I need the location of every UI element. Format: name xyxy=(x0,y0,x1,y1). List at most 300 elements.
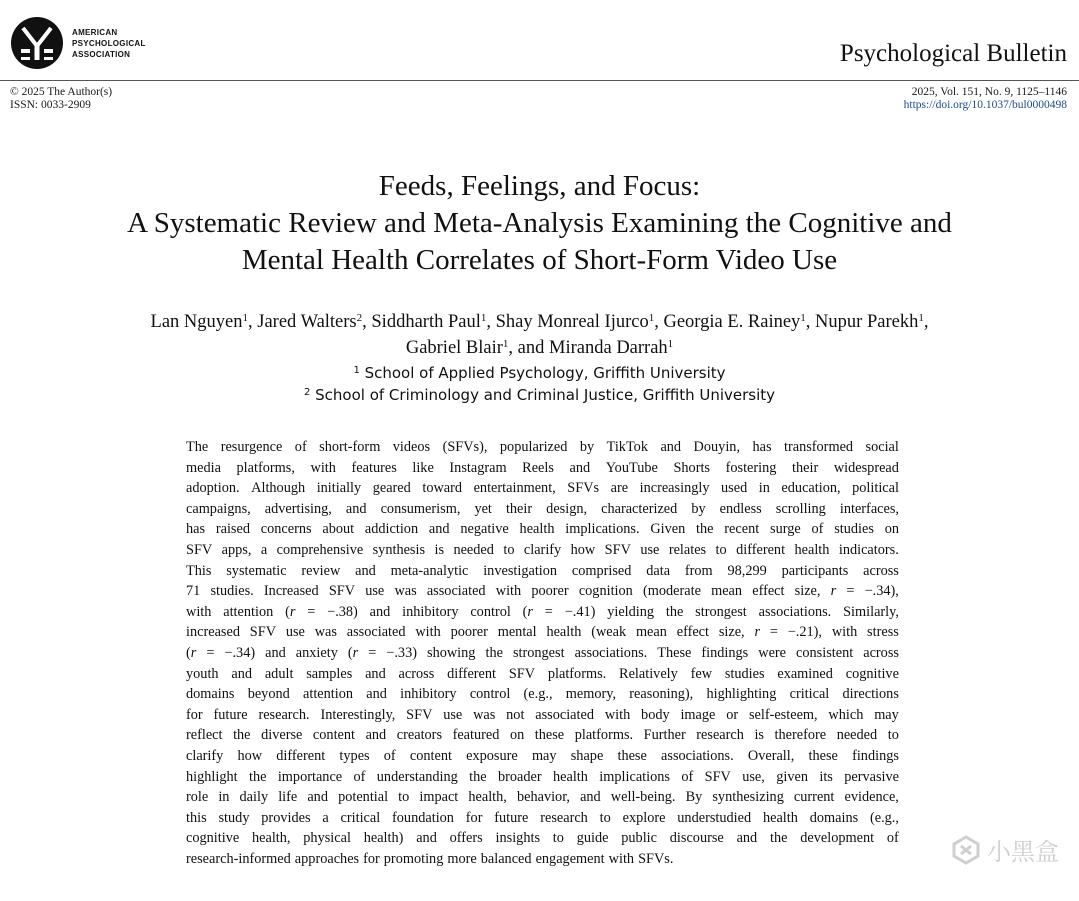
abstract-word: with xyxy=(310,459,336,476)
abstract-word: clarify xyxy=(186,747,224,764)
abstract-line xyxy=(186,519,899,540)
abstract-word: (r xyxy=(347,644,359,661)
abstract-word: −.21), xyxy=(787,624,822,641)
abstract-word: studies xyxy=(834,521,874,538)
abstract-word: fostering xyxy=(725,459,777,476)
abstract-line xyxy=(186,705,899,726)
abstract-word: inhibitory xyxy=(402,603,459,620)
abstract-word: Interestingly, xyxy=(320,706,396,723)
abstract-word: and xyxy=(307,789,328,806)
abstract-word: a xyxy=(260,541,268,558)
abstract-word: to xyxy=(552,830,564,847)
abstract-word: importance xyxy=(277,768,343,785)
abstract-word: SFV xyxy=(186,541,213,558)
abstract-word: mental xyxy=(497,624,537,641)
abstract-word: the xyxy=(665,603,684,620)
abstract-word: consistent xyxy=(796,644,854,661)
abstract-word: of xyxy=(353,768,366,785)
abstract-word: offers xyxy=(449,830,483,847)
abstract-word: and xyxy=(416,830,437,847)
abstract-word: negative xyxy=(460,521,509,538)
abstract-word: is xyxy=(754,727,764,744)
copyright: © 2025 The Author(s) xyxy=(10,86,113,98)
abstract-word: may xyxy=(531,747,557,764)
abstract-word: and xyxy=(345,500,367,517)
abstract-word: of xyxy=(294,439,307,455)
abstract-word: has xyxy=(186,521,206,538)
abstract-word: These xyxy=(657,644,692,661)
abstract-word: poorer xyxy=(531,583,569,600)
abstract-word: features xyxy=(351,459,397,476)
abstract-word: with xyxy=(608,850,635,867)
abstract-word: featured xyxy=(452,727,500,744)
title-line: Feeds, Feelings, and Focus: xyxy=(378,170,701,202)
abstract-word: platforms. xyxy=(547,665,607,682)
abstract-word: concerns xyxy=(260,521,312,538)
abstract-word: balanced xyxy=(480,850,532,867)
author-name: Miranda Darrah xyxy=(549,338,668,358)
abstract-word: meta-analytic xyxy=(390,562,469,579)
header-right-meta xyxy=(904,86,1067,112)
abstract-word: and xyxy=(365,727,387,744)
abstract-word: inhibitory xyxy=(400,686,457,703)
abstract-word: reasoning), xyxy=(629,686,694,703)
abstract-word: entertainment, xyxy=(473,480,556,497)
abstract-word: cognition xyxy=(578,583,633,600)
abstract-word: (moderate xyxy=(642,583,701,600)
publisher-name xyxy=(72,27,146,60)
abstract-word: Reels xyxy=(522,459,554,476)
abstract-word: guide xyxy=(576,830,609,847)
abstract-line xyxy=(186,828,899,849)
abstract-word: domains xyxy=(809,809,859,826)
abstract-line xyxy=(186,478,899,499)
abstract-word: apps, xyxy=(221,541,252,558)
abstract-word: associations. xyxy=(661,747,734,764)
abstract-word: the xyxy=(469,768,487,785)
author-affiliation-marker: 1 xyxy=(667,338,674,350)
abstract-word: use xyxy=(285,624,305,641)
abstract-word: attention xyxy=(223,603,274,620)
abstract-word: understanding xyxy=(376,768,458,785)
abstract-word: associated xyxy=(535,706,594,723)
abstract-word: like xyxy=(412,459,434,476)
author-conjunction: and xyxy=(517,338,545,358)
abstract-word: Douyin, xyxy=(693,439,741,455)
abstract-word: findings xyxy=(852,747,899,764)
abstract-word: studies. xyxy=(210,583,254,600)
author-affiliation-marker: 1 xyxy=(800,312,806,324)
abstract-word: and xyxy=(428,521,450,538)
abstract-word: SFVs xyxy=(567,480,600,497)
abstract-word: few xyxy=(690,665,713,682)
abstract-word: its xyxy=(819,768,833,785)
abstract-word: of xyxy=(681,768,694,785)
title-line: Mental Health Correlates of Short-Form Video Use xyxy=(241,244,838,276)
abstract-word: exposure xyxy=(466,747,518,764)
abstract-word: daily xyxy=(239,789,269,806)
abstract-word: size, xyxy=(794,583,821,600)
abstract-word: used xyxy=(721,480,748,497)
author-name: Shay Monreal Ijurco xyxy=(495,312,649,332)
abstract-word: SFVs. xyxy=(638,850,674,867)
affiliation-marker: 2 xyxy=(303,387,311,398)
abstract-word: social xyxy=(865,439,899,455)
abstract-word: how xyxy=(570,541,596,558)
abstract-word: pervasive xyxy=(844,768,899,785)
abstract-word: use xyxy=(640,541,660,558)
abstract-word: discourse xyxy=(669,830,724,847)
abstract-word: given xyxy=(776,768,808,785)
abstract-word: of xyxy=(383,747,396,764)
abstract-word: associated xyxy=(346,624,406,641)
abstract-word: mean xyxy=(711,583,743,600)
abstract-word: and xyxy=(569,459,591,476)
abstract-word: with xyxy=(495,583,522,600)
abstract-word: across xyxy=(863,562,899,579)
abstract-word: Instagram xyxy=(449,459,507,476)
affiliation xyxy=(0,384,1079,406)
abstract-word: about xyxy=(322,521,355,538)
abstract-word: the xyxy=(696,521,714,538)
abstract-word: creators xyxy=(396,727,443,744)
author-name: Georgia E. Rainey xyxy=(663,312,801,332)
abstract-word: interfaces, xyxy=(839,500,899,517)
author-name: Jared Walters xyxy=(257,312,357,332)
abstract-word: raised xyxy=(215,521,250,538)
abstract-word: health, xyxy=(251,830,291,847)
abstract-word: well-being. xyxy=(610,789,676,806)
abstract-word: health, xyxy=(468,789,507,806)
abstract-word: with xyxy=(415,624,441,641)
abstract-word: effect xyxy=(752,583,785,600)
abstract-word: are xyxy=(610,480,629,497)
abstract-word: SFV xyxy=(406,706,433,723)
abstract-word: investigation xyxy=(483,562,558,579)
abstract-word: diverse xyxy=(261,727,303,744)
abstract-word: = xyxy=(368,644,377,661)
abstract-word: Shorts xyxy=(673,459,710,476)
abstract-word: foundation xyxy=(392,809,454,826)
abstract-line xyxy=(186,725,899,746)
abstract-word: yet xyxy=(474,500,492,517)
abstract-word: synthesis xyxy=(372,541,426,558)
abstract-word: yielding xyxy=(607,603,655,620)
author-name: Lan Nguyen xyxy=(150,312,243,332)
abstract-word: Although xyxy=(251,480,306,497)
abstract-word: platforms, xyxy=(236,459,295,476)
abstract-word: research-informed xyxy=(186,850,291,867)
abstract-word: = xyxy=(206,644,215,661)
abstract-word: SFV xyxy=(704,768,731,785)
abstract-word: poorer xyxy=(450,624,488,641)
abstract-word: physical xyxy=(303,830,351,847)
abstract-line xyxy=(186,499,899,520)
abstract-word: research. xyxy=(258,706,310,723)
abstract-word: provides xyxy=(261,809,311,826)
abstract-word: control xyxy=(470,603,511,620)
abstract-word: 98,299 xyxy=(727,562,767,579)
abstract-word: to xyxy=(503,541,515,558)
abstract-word: design, xyxy=(546,500,588,517)
abstract-word: transformed xyxy=(783,439,854,455)
abstract-word: mean xyxy=(635,624,667,641)
publisher-line: AMERICAN xyxy=(72,27,118,37)
abstract-word: on xyxy=(884,521,899,538)
abstract-word: by xyxy=(579,439,595,455)
watermark xyxy=(951,832,1059,867)
abstract-word: may xyxy=(874,706,899,723)
abstract-word: stress xyxy=(867,624,899,641)
abstract-word: has xyxy=(752,439,772,455)
abstract-word: of xyxy=(811,521,824,538)
abstract-word: examined xyxy=(777,665,833,682)
abstract-word: adoption. xyxy=(186,480,240,497)
abstract-word: to xyxy=(887,727,899,744)
abstract-word: Given xyxy=(650,521,686,538)
abstract-word: from xyxy=(684,562,713,579)
author-line: Gabriel Blair$^1$, and Miranda Darrah$^1$ xyxy=(405,338,674,358)
abstract-word: is xyxy=(434,541,445,558)
abstract-word: different xyxy=(736,541,786,558)
abstract-word: Similarly, xyxy=(843,603,899,620)
abstract-word: endless xyxy=(719,500,762,517)
abstract-word: approaches xyxy=(294,850,360,867)
abstract-word: content xyxy=(312,727,356,744)
abstract-line xyxy=(186,437,899,458)
abstract-word: their xyxy=(792,459,819,476)
abstract-word: (r xyxy=(522,603,533,620)
abstract-word: different xyxy=(447,665,497,682)
author-affiliation-marker: 1 xyxy=(242,312,249,324)
abstract-word: and xyxy=(369,603,391,620)
abstract-word: −.34) xyxy=(224,644,256,661)
abstract-word: use xyxy=(443,706,463,723)
abstract-word: studies xyxy=(724,665,765,682)
abstract-word: comprised xyxy=(571,562,632,579)
abstract-line xyxy=(186,458,899,479)
abstract-word: behavior, xyxy=(516,789,570,806)
author-name: Nupur Parekh xyxy=(815,312,919,332)
title-line: A Systematic Review and Meta-Analysis Examining the Cognitive and xyxy=(127,207,952,239)
abstract-line xyxy=(186,581,899,602)
doi-link[interactable]: https://doi.org/10.1037/bul0000498 xyxy=(903,99,1067,111)
abstract-word: (weak xyxy=(591,624,627,641)
abstract-word: research xyxy=(540,809,588,826)
abstract-word: media xyxy=(186,459,221,476)
abstract-word: these xyxy=(808,747,838,764)
author-affiliation-marker: 1 xyxy=(502,338,509,350)
abstract-word: −.33) xyxy=(386,644,417,661)
abstract-word: effect xyxy=(676,624,709,641)
abstract-word: and xyxy=(365,665,386,682)
abstract-word: education, xyxy=(781,480,841,497)
apa-logo-icon xyxy=(10,16,64,70)
abstract-word: SFV xyxy=(508,665,536,682)
abstract-word: public xyxy=(621,830,657,847)
abstract-word: r xyxy=(754,624,761,641)
abstract-word: videos xyxy=(392,439,431,455)
abstract-word: cognitive xyxy=(186,830,240,847)
author-name: Gabriel Blair xyxy=(405,338,503,358)
abstract-word: the xyxy=(770,830,788,847)
abstract-word: participants xyxy=(781,562,849,579)
abstract-word: critical xyxy=(340,809,381,826)
abstract-word: their xyxy=(505,500,533,517)
abstract-word: health xyxy=(794,541,830,558)
abstract-word: geared xyxy=(372,480,411,497)
xiaoheihe-logo-icon xyxy=(951,835,981,865)
abstract-word: these xyxy=(617,747,647,764)
author-line: Lan Nguyen$^1$, Jared Walters$^2$, Siddharth Paul$^1$, Shay Monreal Ijurco$^1$, Georgia E. Rainey$^1$, Nupur Parekh$^1$, xyxy=(150,312,929,332)
abstract-word: by xyxy=(691,500,706,517)
abstract-word: (e.g., xyxy=(869,809,899,826)
abstract-word: current xyxy=(793,789,835,806)
abstract-word: impact xyxy=(419,789,459,806)
abstract-word: for xyxy=(465,809,483,826)
abstract-word: TikTok xyxy=(606,439,648,455)
abstract-word: not xyxy=(506,706,525,723)
abstract-word: surge xyxy=(770,521,801,538)
abstract-word: size, xyxy=(718,624,745,641)
affiliation-text: School of Applied Psychology, Griffith University xyxy=(364,364,726,382)
author-affiliation-marker: 1 xyxy=(918,312,924,324)
abstract-word: synthesizing xyxy=(712,789,784,806)
abstract-word: campaigns, xyxy=(186,500,251,517)
abstract-word: (r xyxy=(186,644,197,661)
abstract-word: increased xyxy=(186,624,240,641)
abstract-word: Further xyxy=(643,727,686,744)
abstract-word: understudied xyxy=(677,809,752,826)
abstract-word: anxiety xyxy=(295,644,338,661)
article-title xyxy=(0,168,1079,279)
abstract-line xyxy=(186,767,899,788)
abstract-word: data xyxy=(646,562,671,579)
abstract-word: popularized xyxy=(499,439,568,455)
abstract-word: in xyxy=(218,789,230,806)
abstract-word: use xyxy=(365,583,385,600)
abstract-word: SFV xyxy=(249,624,277,641)
abstract-word: was xyxy=(314,624,337,641)
abstract-word: recent xyxy=(724,521,760,538)
abstract-word: directions xyxy=(842,686,899,703)
abstract-word: adult xyxy=(264,665,294,682)
abstract-word: By xyxy=(685,789,703,806)
abstract-word: (r xyxy=(285,603,296,620)
abstract-word: across xyxy=(398,665,435,682)
abstract-word: needed xyxy=(836,727,878,744)
abstract-word: associations. xyxy=(574,644,648,661)
abstract-word: SFV xyxy=(328,583,356,600)
abstract-word: (SFVs), xyxy=(442,439,488,455)
affiliation-list xyxy=(0,362,1079,406)
abstract-word: with xyxy=(186,603,212,620)
abstract-line xyxy=(186,540,899,561)
abstract-word: was xyxy=(394,583,417,600)
abstract-word: −.41) xyxy=(564,603,596,620)
abstract-word: samples xyxy=(306,665,353,682)
abstract-word: cognitive xyxy=(845,665,899,682)
abstract-word: and xyxy=(366,686,387,703)
abstract-word: Relatively xyxy=(619,665,678,682)
abstract-word: = xyxy=(846,583,855,600)
abstract-word: strongest xyxy=(695,603,747,620)
abstract-word: toward xyxy=(422,480,463,497)
abstract-word: = xyxy=(769,624,778,641)
abstract-word: self-esteem, xyxy=(748,706,818,723)
abstract-word: broader xyxy=(497,768,542,785)
abstract-line xyxy=(186,684,899,705)
abstract-word: characterized xyxy=(601,500,678,517)
abstract-word: with xyxy=(604,706,631,723)
abstract-word: implications xyxy=(599,768,670,785)
abstract-word: image xyxy=(680,706,716,723)
abstract-word: −.38) xyxy=(327,603,358,620)
abstract-word: health xyxy=(762,809,798,826)
abstract-word: health xyxy=(553,768,588,785)
author-affiliation-marker: 2 xyxy=(356,312,363,324)
abstract-word: showing xyxy=(427,644,476,661)
abstract-word: health xyxy=(519,521,555,538)
author-affiliation-marker: 1 xyxy=(480,312,487,324)
abstract-word: and xyxy=(580,789,601,806)
abstract-word: content xyxy=(409,747,452,764)
abstract-word: were xyxy=(758,644,787,661)
abstract-word: evidence, xyxy=(844,789,899,806)
abstract-word: findings xyxy=(701,644,749,661)
abstract-word: political xyxy=(852,480,899,497)
abstract-word: short-form xyxy=(319,439,381,455)
abstract-word: health xyxy=(546,624,582,641)
abstract-word: consumerism, xyxy=(380,500,461,517)
abstract-word: scrolling xyxy=(775,500,826,517)
abstract-word: or xyxy=(726,706,739,723)
abstract-word: associations. xyxy=(758,603,832,620)
abstract-word: attention xyxy=(303,686,354,703)
abstract-word: on xyxy=(509,727,525,744)
abstract-word: SFV xyxy=(604,541,631,558)
abstract-word: was xyxy=(473,706,496,723)
abstract-word: in xyxy=(758,480,770,497)
abstract-word: critical xyxy=(789,686,830,703)
abstract-line xyxy=(186,561,899,582)
publisher-line: PSYCHOLOGICAL xyxy=(72,38,146,48)
citation: 2025, Vol. 151, No. 9, 1125–1146 xyxy=(911,86,1067,98)
abstract-word: memory, xyxy=(565,686,617,703)
abstract-word: youth xyxy=(186,665,219,682)
abstract-word: −.34), xyxy=(864,583,899,600)
abstract-word: r xyxy=(830,583,837,600)
abstract-word: role xyxy=(186,789,209,806)
abstract-word: which xyxy=(828,706,864,723)
abstract-word: = xyxy=(544,603,553,620)
abstract-word: YouTube xyxy=(605,459,658,476)
abstract-word: explore xyxy=(622,809,666,826)
abstract-word: and xyxy=(231,665,253,682)
abstract-word: needed xyxy=(453,541,494,558)
abstract-line xyxy=(186,643,899,664)
abstract-word: Overall, xyxy=(747,747,795,764)
abstract-word: the xyxy=(485,644,503,661)
affiliation xyxy=(0,362,1079,384)
abstract-word: study xyxy=(218,809,250,826)
abstract-word: and xyxy=(355,562,376,579)
abstract-word: associated xyxy=(426,583,486,600)
header-rule xyxy=(0,80,1079,81)
abstract-word: = xyxy=(307,603,316,620)
abstract-line xyxy=(186,808,899,829)
abstract-word: resurgence xyxy=(220,439,283,455)
